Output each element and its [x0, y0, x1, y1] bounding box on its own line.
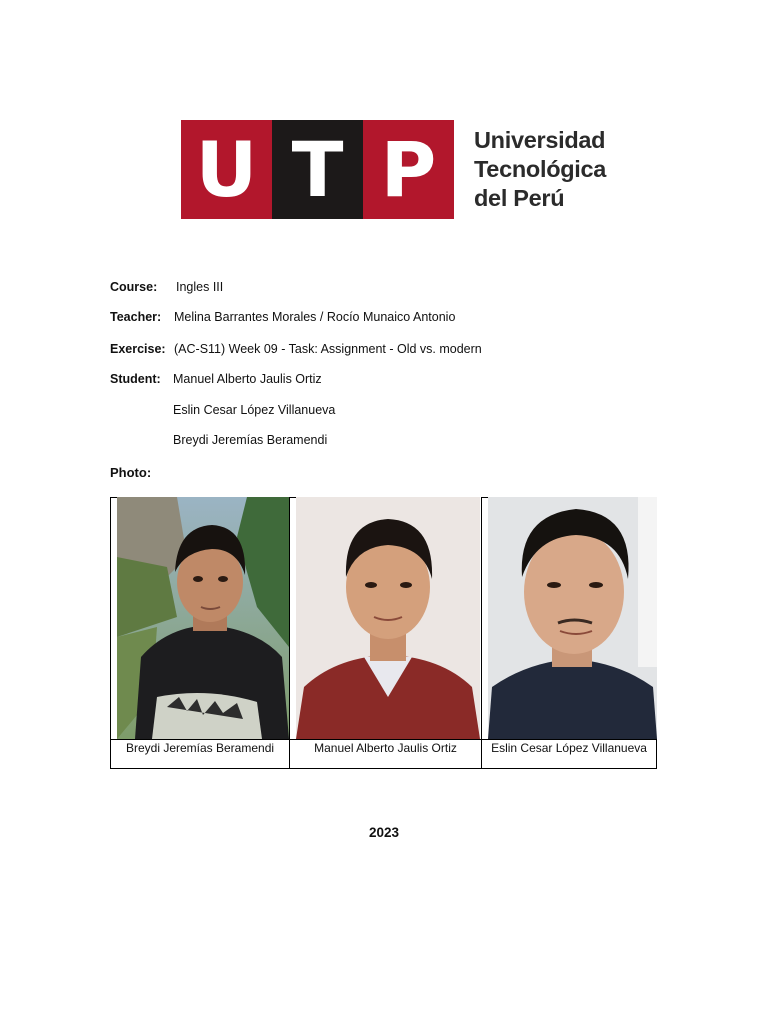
- student-label: Student:: [110, 372, 161, 386]
- teacher-value: Melina Barrantes Morales / Rocío Munaico Antonio: [174, 310, 456, 324]
- course-row: [110, 280, 223, 295]
- table-border-tick: [110, 497, 117, 498]
- teacher-label: Teacher:: [110, 310, 162, 324]
- logo-block-p: [363, 120, 454, 219]
- photo-label: Photo:: [110, 465, 152, 480]
- student-name: Eslin Cesar López Villanueva: [173, 403, 336, 417]
- document-year: 2023: [368, 825, 400, 840]
- table-border-tick: [481, 497, 488, 498]
- logo-letter-u: U: [195, 124, 258, 214]
- photo-caption-2: Manuel Alberto Jaulis Ortiz: [289, 739, 482, 769]
- teacher-row: [110, 310, 455, 325]
- table-divider: [481, 497, 482, 739]
- student-row: [110, 372, 322, 387]
- logo-text-line: del Perú: [474, 185, 565, 211]
- logo-university-name: [474, 126, 606, 213]
- student-row: [173, 403, 335, 418]
- table-border-left: [110, 497, 111, 739]
- photo-table: [110, 497, 657, 769]
- photo-caption-3: Eslin Cesar López Villanueva: [481, 739, 657, 769]
- logo-block-u: [181, 120, 272, 219]
- student-name: Manuel Alberto Jaulis Ortiz: [173, 372, 322, 386]
- logo-block-t: [272, 120, 363, 219]
- table-border-tick: [289, 497, 296, 498]
- student-row: [173, 433, 327, 448]
- student-photo-1: [117, 497, 289, 739]
- logo-letter-t: T: [291, 124, 344, 214]
- logo-text-line: Universidad: [474, 127, 606, 153]
- course-label: Course:: [110, 280, 158, 294]
- exercise-value: (AC-S11) Week 09 - Task: Assignment - Old vs. modern: [174, 342, 482, 356]
- exercise-label: Exercise:: [110, 342, 166, 356]
- student-photo-2: [296, 497, 480, 739]
- logo-text-line: Tecnológica: [474, 156, 607, 182]
- exercise-row: [110, 342, 482, 357]
- student-photo-3: [488, 497, 657, 739]
- logo-letter-p: P: [380, 124, 437, 214]
- photo-caption-1: Breydi Jeremías Beramendi: [110, 739, 290, 769]
- course-value: Ingles III: [176, 280, 224, 294]
- utp-logo: [181, 120, 606, 219]
- student-name: Breydi Jeremías Beramendi: [173, 433, 328, 447]
- table-divider: [289, 497, 290, 739]
